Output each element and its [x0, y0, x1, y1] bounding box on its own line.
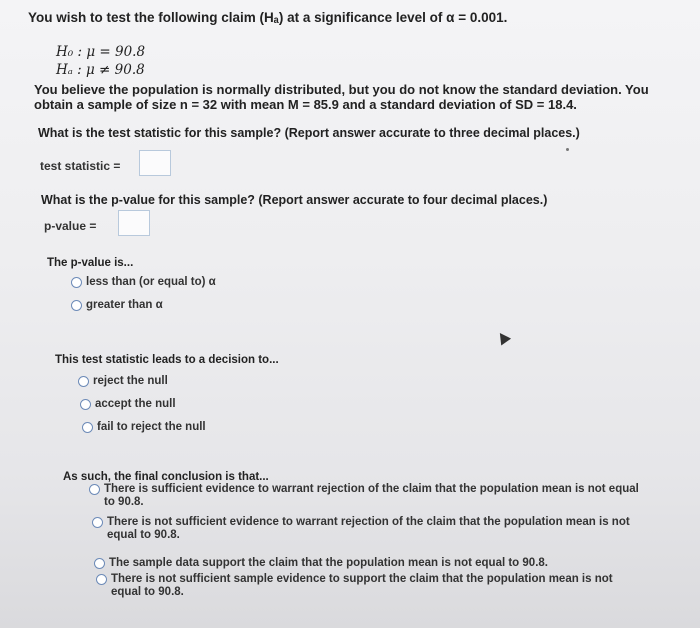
p-value-label: p-value = — [44, 219, 97, 233]
p-value-option-less[interactable] — [71, 276, 216, 289]
option-label: greater than α — [86, 299, 163, 311]
p-value-comparison-question: The p-value is... — [47, 257, 134, 269]
decision-option-reject[interactable] — [78, 375, 168, 388]
radio-icon[interactable] — [94, 558, 105, 569]
decision-option-accept[interactable] — [80, 398, 176, 411]
radio-icon[interactable] — [80, 399, 91, 410]
intro-text: You wish to test the following claim (Hₐ) at a significance level of α = 0.001. — [28, 10, 508, 25]
decision-question: This test statistic leads to a decision to... — [55, 354, 279, 366]
decision-option-fail[interactable] — [82, 421, 206, 434]
null-hypothesis: H₀ : μ = 90.8 — [56, 44, 146, 60]
test-statistic-question: What is the test statistic for this sample? (Report answer accurate to three decimal places.) — [38, 126, 580, 140]
mouse-cursor-icon — [495, 330, 511, 346]
option-label: There is not sufficient sample evidence to support the claim that the population mean is not equal to 90.8. — [111, 573, 613, 598]
option-label: There is not sufficient evidence to warrant rejection of the claim that the population mean is not equal to 90.8. — [107, 516, 630, 541]
radio-icon[interactable] — [71, 277, 82, 288]
option-label: less than (or equal to) α — [86, 276, 216, 288]
radio-icon[interactable] — [89, 484, 100, 495]
option-label: There is sufficient evidence to warrant rejection of the claim that the population mean is not equal to 90.8. — [104, 483, 639, 508]
alt-hypothesis: Hₐ : μ ≠ 90.8 — [56, 62, 145, 78]
test-statistic-label: test statistic = — [40, 159, 121, 173]
conclusion-option-4[interactable] — [96, 573, 641, 599]
conclusion-question: As such, the final conclusion is that... — [63, 471, 269, 483]
conclusion-option-2[interactable] — [92, 516, 652, 542]
radio-icon[interactable] — [82, 422, 93, 433]
p-value-question: What is the p-value for this sample? (Report answer accurate to four decimal places.) — [41, 193, 548, 207]
p-value-input[interactable] — [118, 210, 150, 236]
p-value-option-greater[interactable] — [71, 299, 163, 312]
radio-icon[interactable] — [78, 376, 89, 387]
conclusion-option-1[interactable] — [89, 483, 644, 509]
option-label: reject the null — [93, 375, 168, 387]
option-label: accept the null — [95, 398, 176, 410]
option-label: fail to reject the null — [97, 421, 206, 433]
stray-dot — [566, 148, 569, 151]
radio-icon[interactable] — [71, 300, 82, 311]
radio-icon[interactable] — [92, 517, 103, 528]
radio-icon[interactable] — [96, 574, 107, 585]
conclusion-option-3[interactable] — [94, 557, 644, 570]
option-label: The sample data support the claim that the population mean is not equal to 90.8. — [109, 557, 548, 569]
test-statistic-input[interactable] — [139, 150, 171, 176]
problem-statement: You believe the population is normally distributed, but you do not know the standard deviation. You obtain a sample of size n = 32 with mean M = 85.9 and a standard deviation of SD = 18.4. — [34, 82, 649, 112]
